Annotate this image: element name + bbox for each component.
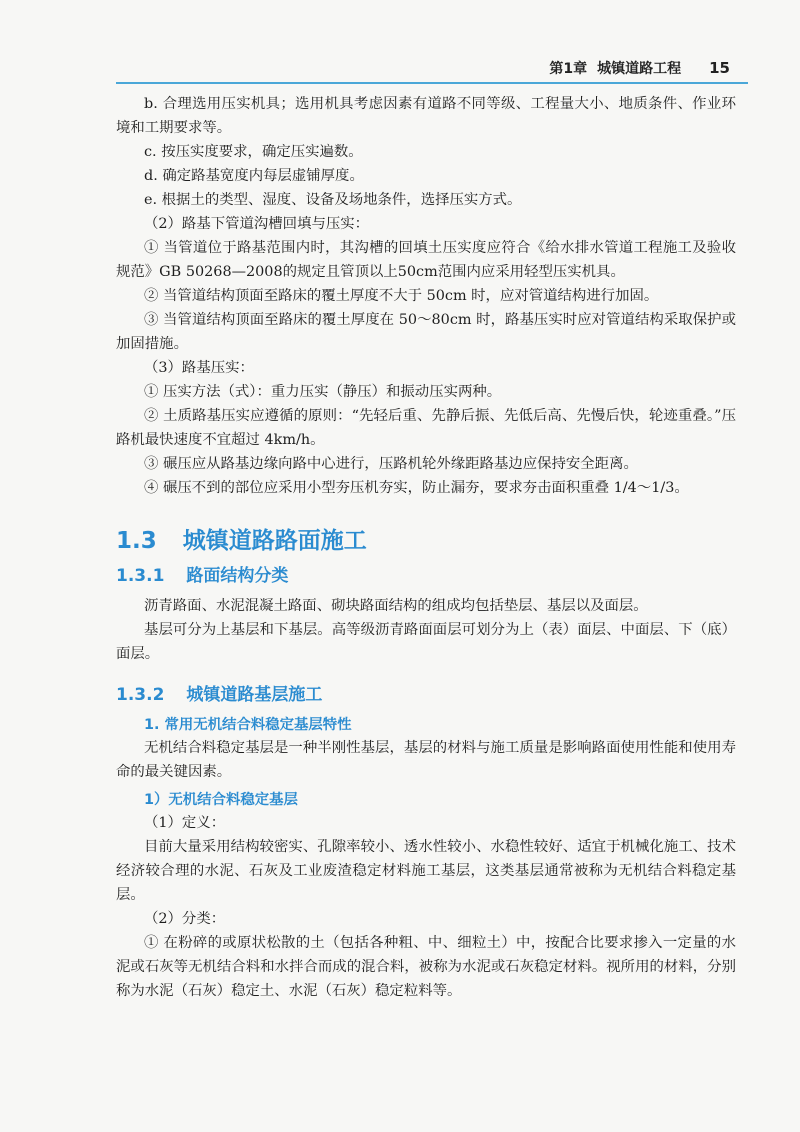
paragraph: e. 根据土的类型、湿度、设备及场地条件，选择压实方式。 (144, 192, 522, 208)
running-header (549, 58, 730, 78)
header-rule (116, 82, 748, 84)
paragraph: d. 确定路基宽度内每层虚铺厚度。 (144, 168, 364, 184)
subsection-title: 路面结构分类 (186, 566, 289, 586)
paragraph: ① 压实方法（式）：重力压实（静压）和振动压实两种。 (144, 384, 502, 400)
subheading: 1）无机结合料稳定基层 (144, 792, 298, 808)
paragraph: 沥青路面、水泥混凝土路面、砌块路面结构的组成均包括垫层、基层以及面层。 (144, 598, 648, 614)
paragraph: ② 当管道结构顶面至路床的覆土厚度不大于 50cm 时，应对管道结构进行加固。 (144, 288, 659, 304)
page-body (116, 92, 736, 1003)
chapter-label: 第1章 (549, 61, 588, 77)
subheading: 1. 常用无机结合料稳定基层特性 (144, 717, 352, 733)
paragraph: b. 合理选用压实机具；选用机具考虑因素有道路不同等级、工程量大小、地质条件、作业环境和工期要求等。 (116, 96, 736, 136)
paragraph: 基层可分为上基层和下基层。高等级沥青路面面层可划分为上（表）面层、中面层、下（底）面层。 (116, 622, 736, 662)
page-number: 15 (709, 59, 730, 77)
chapter-title: 城镇道路工程 (597, 61, 682, 77)
paragraph: 无机结合料稳定基层是一种半刚性基层，基层的材料与施工质量是影响路面使用性能和使用寿命的最关键因素。 (116, 740, 736, 780)
subsection-title: 城镇道路基层施工 (186, 685, 323, 705)
paragraph: （2）路基下管道沟槽回填与压实： (144, 216, 370, 232)
paragraph: （1）定义： (144, 815, 226, 831)
subsection-heading (116, 561, 736, 586)
section-heading (116, 522, 736, 555)
subsection-number: 1.3.2 (116, 685, 165, 705)
paragraph: ① 在粉碎的或原状松散的土（包括各种粗、中、细粒土）中，按配合比要求掺入一定量的水泥或石灰等无机结合料和水拌合而成的混合料，被称为水泥或石灰稳定材料。视所用的材料，分别称为水泥（石灰）稳定土、水泥（石灰）稳定粒料等。 (116, 935, 736, 999)
section-number: 1.3 (116, 528, 157, 554)
section-title: 城镇道路路面施工 (182, 528, 367, 554)
subsection-number: 1.3.1 (116, 566, 165, 586)
paragraph: （3）路基压实： (144, 360, 254, 376)
paragraph: c. 按压实度要求，确定压实遍数。 (144, 144, 363, 160)
subsection-heading (116, 680, 736, 705)
paragraph: ② 土质路基压实应遵循的原则：“先轻后重、先静后振、先低后高、先慢后快，轮迹重叠。”压路机最快速度不宜超过 4km/h。 (116, 408, 736, 448)
paragraph: ③ 当管道结构顶面至路床的覆土厚度在 50～80cm 时，路基压实时应对管道结构采取保护或加固措施。 (116, 312, 736, 352)
paragraph: （2）分类： (144, 911, 226, 927)
paragraph: 目前大量采用结构较密实、孔隙率较小、透水性较小、水稳性较好、适宜于机械化施工、技术经济较合理的水泥、石灰及工业废渣稳定材料施工基层，这类基层通常被称为无机结合料稳定基层。 (116, 839, 736, 903)
paragraph: ④ 碾压不到的部位应采用小型夯压机夯实，防止漏夯，要求夯击面积重叠 1/4～1/3。 (144, 480, 689, 496)
paragraph: ③ 碾压应从路基边缘向路中心进行，压路机轮外缘距路基边应保持安全距离。 (144, 456, 638, 472)
paragraph: ① 当管道位于路基范围内时，其沟槽的回填土压实度应符合《给水排水管道工程施工及验收规范》GB 50268—2008的规定且管顶以上50cm范围内应采用轻型压实机具。 (116, 240, 736, 280)
